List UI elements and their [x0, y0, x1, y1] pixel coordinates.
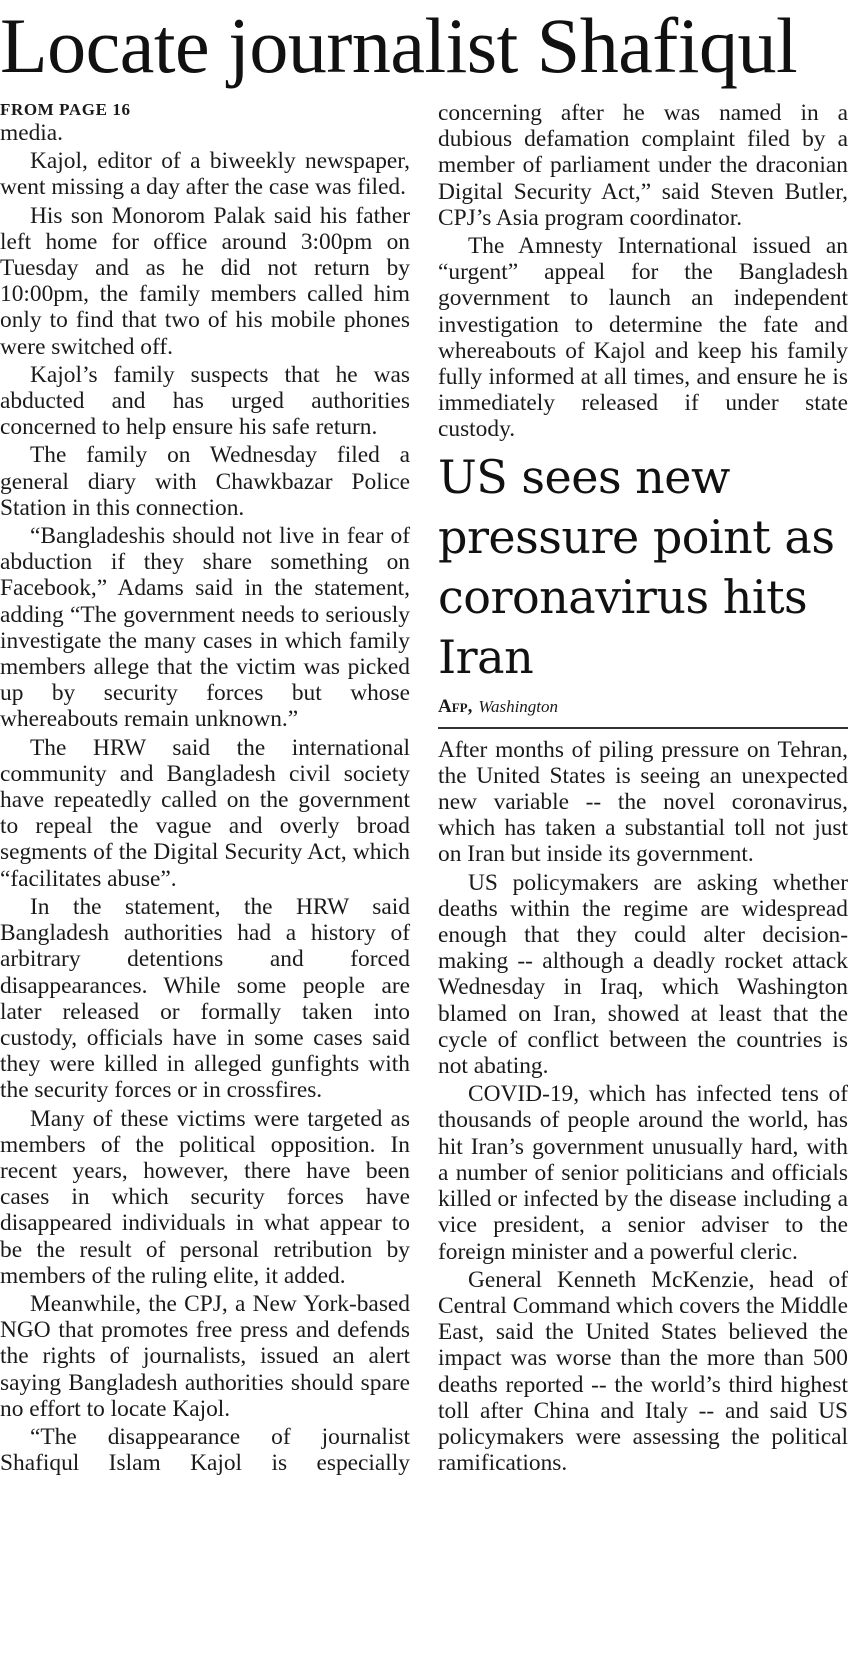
byline-agency: Afp, — [438, 695, 473, 717]
second-headline: US sees new pressure point as coronavirus hits Iran — [438, 449, 835, 684]
main-headline: Locate journalist Shafiqul — [0, 2, 798, 89]
article-paragraph: The Amnesty International issued an “urgent” appeal for the Bangladesh government to launch an independent investigation to determine the fate and whereabouts of Kajol and keep his family fully informed at all times, and ensure he is immediately released if under state custody. — [438, 233, 848, 443]
article-paragraph: US policymakers are asking whether deaths within the regime are widespread enough that they could alter decision-making -- although a deadly rocket attack Wednesday in Iraq, which Washington blamed on Iran, showed at least that the cycle of conflict between the countries is not abating. — [438, 869, 848, 1080]
article-paragraph: Kajol’s family suspects that he was abducted and has urged authorities concerned to help ensure his safe return. — [0, 361, 410, 441]
article-paragraph: “Bangladeshis should not live in fear of abduction if they share something on Facebook,” Adams said in the statement, adding “The government needs to seriously investigate the many cases in which family members allege that the victim was picked up by security forces but whose whereabouts remain unknown.” — [0, 523, 410, 733]
article-paragraph: General Kenneth McKenzie, head of Central Command which covers the Middle East, said the United States believed the impact was worse than the more than 500 deaths reported -- the world’s third highest toll after China and Italy -- and said US policymakers were assessing the political ramifications. — [438, 1266, 848, 1477]
article-paragraph: His son Monorom Palak said his father left home for office around 3:00pm on Tuesday and as he did not return by 10:00pm, the family members called him only to find that two of his mobile phones were switched off. — [0, 202, 410, 360]
article-paragraph: In the statement, the HRW said Bangladesh authorities had a history of arbitrary detentions and forced disappearances. While some people are later released or formally taken into custody, officials have in some cases said they were killed in alleged gunfights with the security forces or in crossfires. — [0, 893, 410, 1104]
left-column — [0, 100, 410, 1478]
right-column — [438, 100, 848, 1478]
article-paragraph: After months of piling pressure on Tehran, the United States is seeing an unexpected new variable -- the novel coronavirus, which has taken a substantial toll not just on Iran but inside its government. — [438, 736, 848, 868]
article-paragraph: The HRW said the international community and Bangladesh civil society have repeatedly called on the government to repeal the vague and overly broad segments of the Digital Security Act, which “facilitates abuse”. — [0, 734, 410, 892]
article-paragraph-continued: “The disappearance of journalist Shafiqul Islam Kajol is especially — [0, 1423, 410, 1477]
article-paragraph: Meanwhile, the CPJ, a New York-based NGO that promotes free press and defends the rights of journalists, issued an alert saying Bangladesh authorities should spare no effort to locate Kajol. — [0, 1290, 410, 1422]
article-paragraph: COVID-19, which has infected tens of thousands of people around the world, has hit Iran’s government unusually hard, with a number of senior politicians and officials killed or infected by the disease including a vice president, a senior adviser to the foreign minister and a powerful cleric. — [438, 1081, 848, 1265]
byline-dateline: Washington — [478, 696, 559, 716]
article-paragraph: The family on Wednesday filed a general diary with Chawkbazar Police Station in this connection. — [0, 442, 410, 521]
article-paragraph: concerning after he was named in a dubious defamation complaint filed by a member of parliament under the draconian Digital Security Act,” said Steven Butler, CPJ’s Asia program coordinator. — [438, 100, 848, 231]
article-paragraph: Kajol, editor of a biweekly newspaper, went missing a day after the case was filed. — [0, 148, 410, 201]
article-paragraph: media. — [0, 120, 63, 146]
jump-label: FROM PAGE 16 — [0, 100, 131, 119]
byline — [438, 697, 848, 729]
article-paragraph: Many of these victims were targeted as members of the political opposition. In recent years, however, there have been cases in which security forces have disappeared individuals in what appear to be the result of personal retribution by members of the ruling elite, it added. — [0, 1105, 410, 1289]
